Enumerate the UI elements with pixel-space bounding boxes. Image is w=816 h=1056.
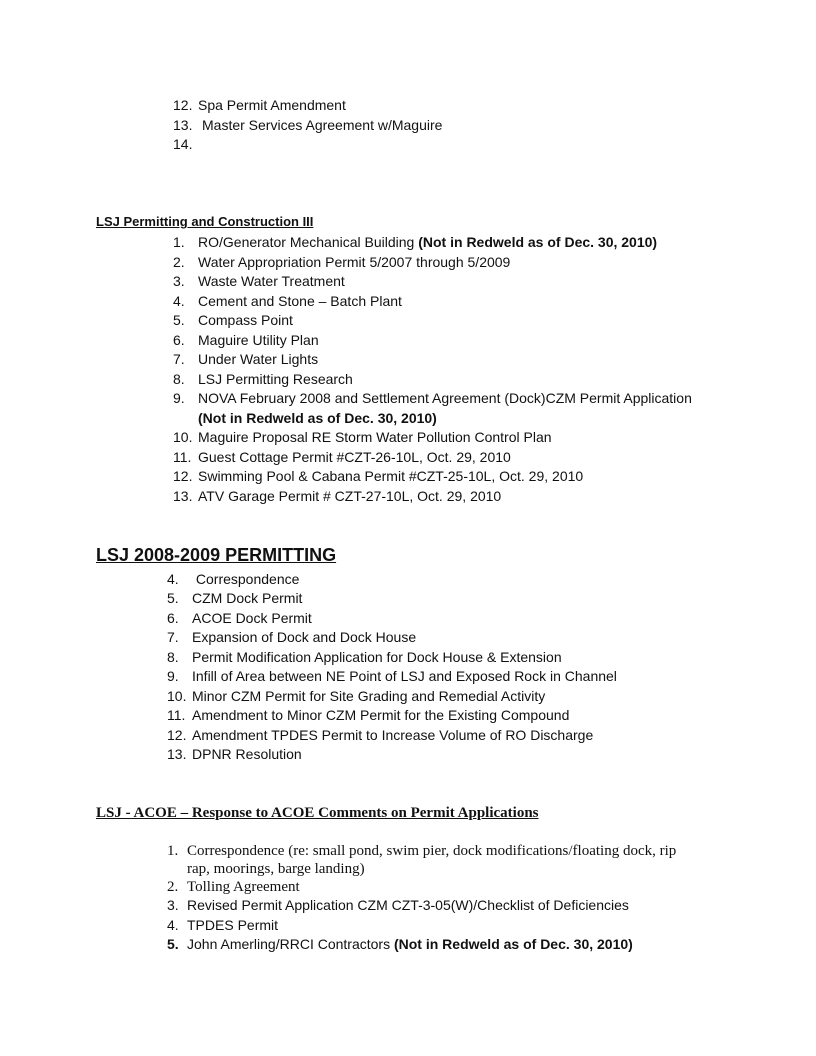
section-heading: LSJ - ACOE – Response to ACOE Comments on Permit Applications <box>96 805 539 821</box>
list-item <box>167 935 633 954</box>
item-number: 2. <box>173 254 185 270</box>
item-number: 5. <box>167 590 179 606</box>
item-text: Tolling Agreement <box>187 879 300 895</box>
item-number: 9. <box>173 390 185 406</box>
item-number: 12. <box>173 97 193 113</box>
item-number: 10. <box>167 688 187 704</box>
item-number: 8. <box>173 371 185 387</box>
item-text: Swimming Pool & Cabana Permit #CZT-25-10L, Oct. 29, 2010 <box>198 468 584 484</box>
item-text: Cement and Stone – Batch Plant <box>198 293 402 309</box>
list-item <box>173 428 552 447</box>
item-text: DPNR Resolution <box>192 746 302 762</box>
list-item <box>173 135 198 154</box>
item-text: LSJ Permitting Research <box>198 371 353 387</box>
item-number: 4. <box>167 917 179 933</box>
item-text: ATV Garage Permit # CZT-27-10L, Oct. 29, 2010 <box>198 488 502 504</box>
list-item <box>173 311 293 330</box>
list-item <box>173 448 511 467</box>
item-text: Waste Water Treatment <box>198 273 345 289</box>
list-item <box>173 253 510 272</box>
item-text: Infill of Area between NE Point of LSJ and Exposed Rock in Channel <box>192 668 617 684</box>
list-item <box>167 648 562 667</box>
item-note: (Not in Redweld as of Dec. 30, 2010) <box>393 936 633 952</box>
item-text: Expansion of Dock and Dock House <box>192 629 417 645</box>
item-number: 13. <box>173 488 193 504</box>
item-text: Maguire Proposal RE Storm Water Pollution Control Plan <box>198 429 552 445</box>
item-number: 7. <box>167 629 179 645</box>
item-text: Minor CZM Permit for Site Grading and Remedial Activity <box>192 688 546 704</box>
list-item <box>173 292 402 311</box>
item-text: Correspondence <box>192 571 300 587</box>
item-number: 12. <box>167 727 187 743</box>
list-item <box>173 331 319 350</box>
list-item <box>173 350 318 369</box>
list-item <box>167 842 676 861</box>
section-heading: LSJ Permitting and Construction III <box>96 214 314 229</box>
item-text: Revised Permit Application CZM CZT-3-05(W)/Checklist of Deficiencies <box>187 897 629 913</box>
list-item-continuation: rap, moorings, barge landing) <box>187 861 365 877</box>
list-item <box>167 706 569 725</box>
item-text: Compass Point <box>198 312 293 328</box>
list-item <box>173 233 657 252</box>
item-number: 4. <box>167 571 179 587</box>
item-text: NOVA February 2008 and Settlement Agreement (Dock)CZM Permit Application <box>198 390 692 406</box>
list-item <box>173 116 442 135</box>
item-number: 11. <box>173 449 192 465</box>
item-number: 10. <box>173 429 193 445</box>
item-number: 13. <box>167 746 187 762</box>
item-note: (Not in Redweld as of Dec. 30, 2010) <box>418 234 658 250</box>
list-item <box>167 687 545 706</box>
item-number: 1. <box>173 234 185 250</box>
item-number: 7. <box>173 351 185 367</box>
list-item <box>167 916 278 935</box>
item-number: 13. <box>173 117 193 133</box>
list-item <box>167 878 300 897</box>
list-item <box>167 667 617 686</box>
list-item <box>173 389 692 408</box>
item-text: Permit Modification Application for Dock House & Extension <box>192 649 562 665</box>
item-number: 14. <box>173 136 193 152</box>
item-number: 6. <box>167 610 179 626</box>
item-text: John Amerling/RRCI Contractors <box>187 936 394 952</box>
list-item <box>167 726 593 745</box>
item-number: 12. <box>173 468 193 484</box>
list-item <box>167 609 312 628</box>
item-text: Amendment to Minor CZM Permit for the Existing Compound <box>192 707 570 723</box>
item-number: 5. <box>173 312 185 328</box>
item-number: 4. <box>173 293 185 309</box>
list-item <box>173 467 583 486</box>
item-text: Spa Permit Amendment <box>198 97 346 113</box>
list-item <box>167 896 629 915</box>
item-number: 9. <box>167 668 179 684</box>
section-heading: LSJ 2008-2009 PERMITTING <box>96 545 337 565</box>
item-text: Under Water Lights <box>198 351 319 367</box>
list-item <box>173 96 346 115</box>
item-number: 8. <box>167 649 179 665</box>
item-text: Correspondence (re: small pond, swim pier, dock modifications/floating dock, rip <box>187 843 677 859</box>
item-note: (Not in Redweld as of Dec. 30, 2010) <box>198 410 437 426</box>
item-number: 11. <box>167 707 186 723</box>
list-item <box>167 628 416 647</box>
item-text: TPDES Permit <box>187 917 279 933</box>
list-item <box>167 745 302 764</box>
item-number: 1. <box>167 843 179 859</box>
item-text: Master Services Agreement w/Maguire <box>202 117 443 133</box>
list-item <box>167 570 299 589</box>
item-number: 2. <box>167 879 179 895</box>
item-number: 3. <box>173 273 185 289</box>
item-text: RO/Generator Mechanical Building <box>198 234 419 250</box>
item-text: Maguire Utility Plan <box>198 332 319 348</box>
list-item <box>173 370 353 389</box>
item-number: 6. <box>173 332 185 348</box>
list-item <box>173 272 345 291</box>
item-text: Water Appropriation Permit 5/2007 through 5/2009 <box>198 254 511 270</box>
item-text: ACOE Dock Permit <box>192 610 312 626</box>
item-text: Guest Cottage Permit #CZT-26-10L, Oct. 29, 2010 <box>198 449 511 465</box>
list-item <box>167 589 302 608</box>
item-text: Amendment TPDES Permit to Increase Volume of RO Discharge <box>192 727 594 743</box>
list-item <box>173 487 501 506</box>
item-number: 5. <box>167 936 179 952</box>
item-text: CZM Dock Permit <box>192 590 303 606</box>
item-number: 3. <box>167 897 179 913</box>
